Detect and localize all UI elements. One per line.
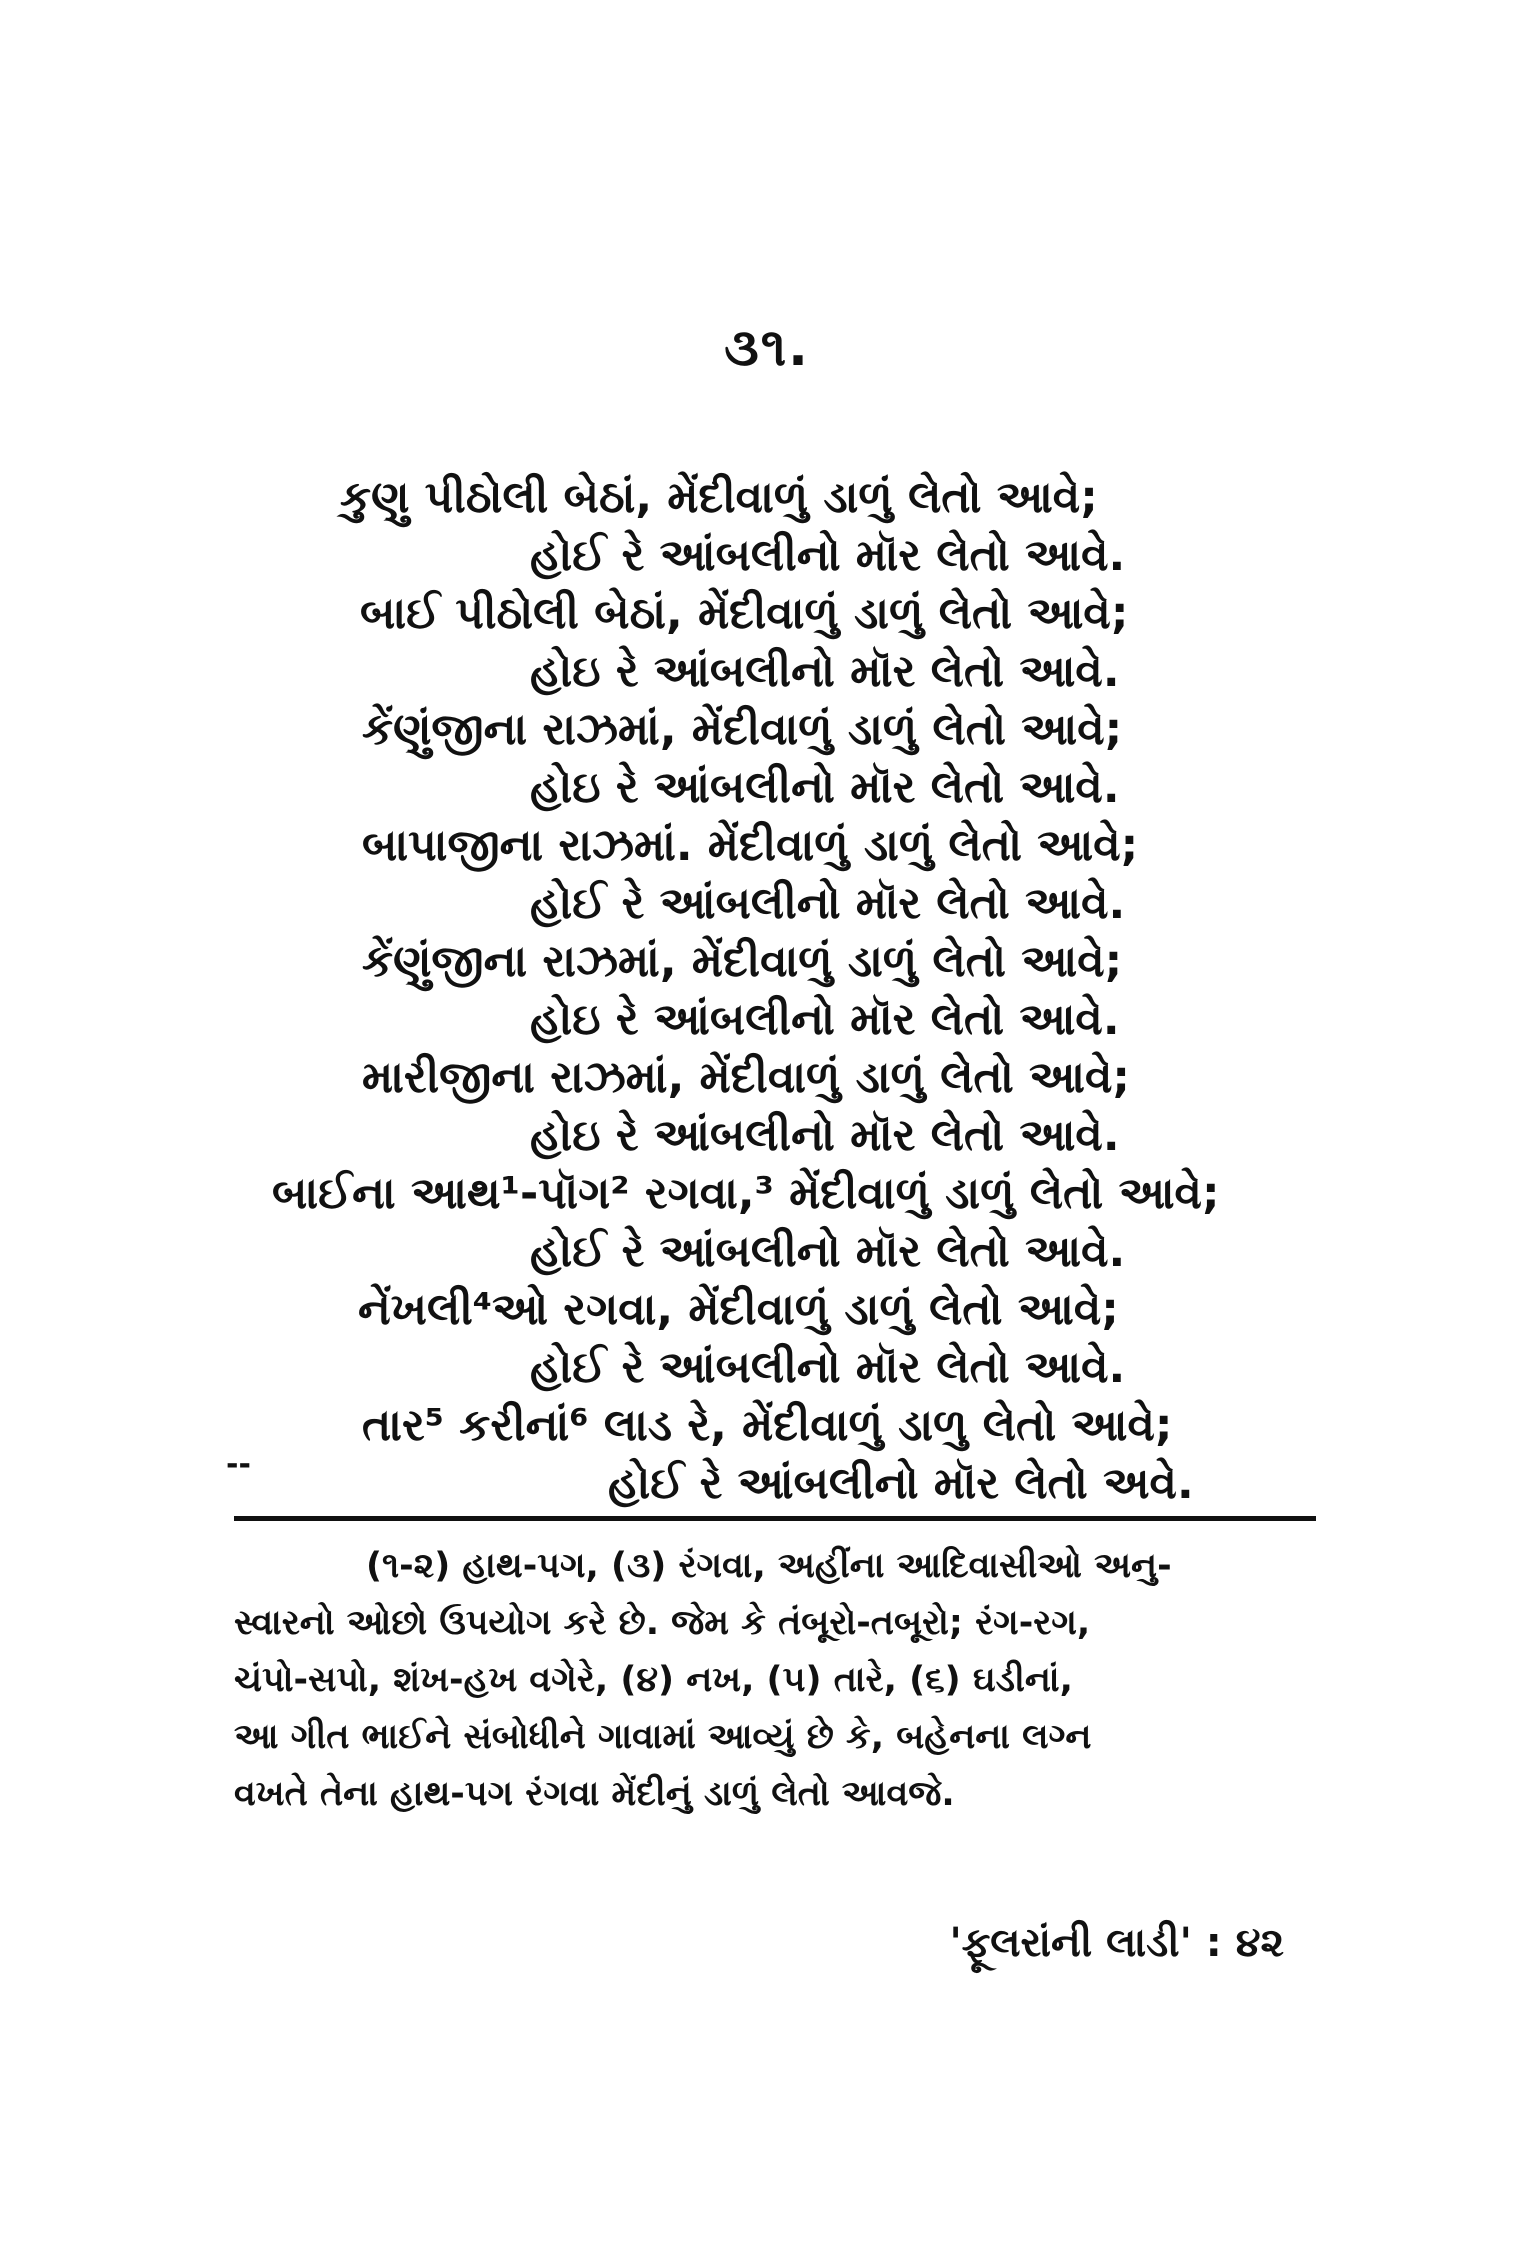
poem-line: હોઈ રે આંબલીનો મૉર લેતો આવે. xyxy=(530,878,1126,929)
poem-line: હોઇ રે આંબલીનો મૉર લેતો આવે. xyxy=(530,646,1120,697)
poem-line: બાઈના આથ¹-પૉગ² રગવા,³ મેંદીવાળું ડાળું લેતો આવે; xyxy=(272,1168,1220,1219)
footnote-line: વખતે તેના હાથ-પગ રંગવા મેંદીનું ડાળું લેતો આવજે. xyxy=(234,1774,955,1814)
poem-line: હોઈ રે આંબલીનો મૉર લેતો અવે. xyxy=(608,1458,1194,1509)
poem-line: નેંખલી⁴ઓ રગવા, મેંદીવાળું ડાળું લેતો આવે; xyxy=(358,1284,1119,1335)
footnote-line: સ્વારનો ઓછો ઉપયોગ કરે છે. જેમ કે તંબૂરો-તબૂરો; રંગ-રગ, xyxy=(234,1603,1091,1643)
poem-line: બાપાજીના રાઝમાં. મેંદીવાળું ડાળું લેતો આવે; xyxy=(362,820,1139,871)
poem-number: ૩૧. xyxy=(724,318,810,378)
poem-line: હોઈ રે આંબલીનો મૉર લેતો આવે. xyxy=(530,1342,1126,1393)
poem-line: બાઈ પીઠોલી બેઠાં, મેંદીવાળું ડાળું લેતો આવે; xyxy=(360,588,1129,639)
poem-line: કુણુ પીઠોલી બેઠાં, મેંદીવાળું ડાળું લેતો આવે; xyxy=(340,472,1098,523)
poem-line: મારીજીના રાઝમાં, મેંદીવાળું ડાળું લેતો આવે; xyxy=(362,1052,1130,1103)
footnote-line: ચંપો-સપો, શંખ-હખ વગેરે, (૪) નખ, (૫) તારે, (૬) ઘડીનાં, xyxy=(234,1660,1073,1700)
source-citation: 'ફૂલરાંની લાડી' : ૪૨ xyxy=(949,1920,1284,1966)
margin-mark: -- xyxy=(226,1447,251,1482)
poem-line: તાર⁵ કરીનાં⁶ લાડ રે, મેંદીવાળું ડાળુ લેતો આવે; xyxy=(362,1400,1173,1451)
footnote-line: (૧-૨) હાથ-પગ, (૩) રંગવા, અહીંના આદિવાસીઓ અનુ- xyxy=(366,1546,1172,1586)
footnote-divider xyxy=(234,1516,1316,1521)
poem-line: હોઇ રે આંબલીનો મૉર લેતો આવે. xyxy=(530,994,1120,1045)
footnote xyxy=(234,1538,1316,1823)
poem-line: હોઇ રે આંબલીનો મૉર લેતો આવે. xyxy=(530,1110,1120,1161)
footnote-line: આ ગીત ભાઈને સંબોધીને ગાવામાં આવ્યું છે કે, બહેનના લગ્ન xyxy=(234,1717,1092,1757)
poem-line: હોઈ રે આંબલીનો મૉર લેતો આવે. xyxy=(530,530,1126,581)
poem-line: કેંણુંજીના રાઝમાં, મેંદીવાળું ડાળું લેતો આવે; xyxy=(362,936,1123,987)
poem-line: હોઈ રે આંબલીનો મૉર લેતો આવે. xyxy=(530,1226,1126,1277)
poem-line: હોઇ રે આંબલીનો મૉર લેતો આવે. xyxy=(530,762,1120,813)
poem-line: કેંણુંજીના રાઝમાં, મેંદીવાળું ડાળું લેતો આવે; xyxy=(362,704,1123,755)
